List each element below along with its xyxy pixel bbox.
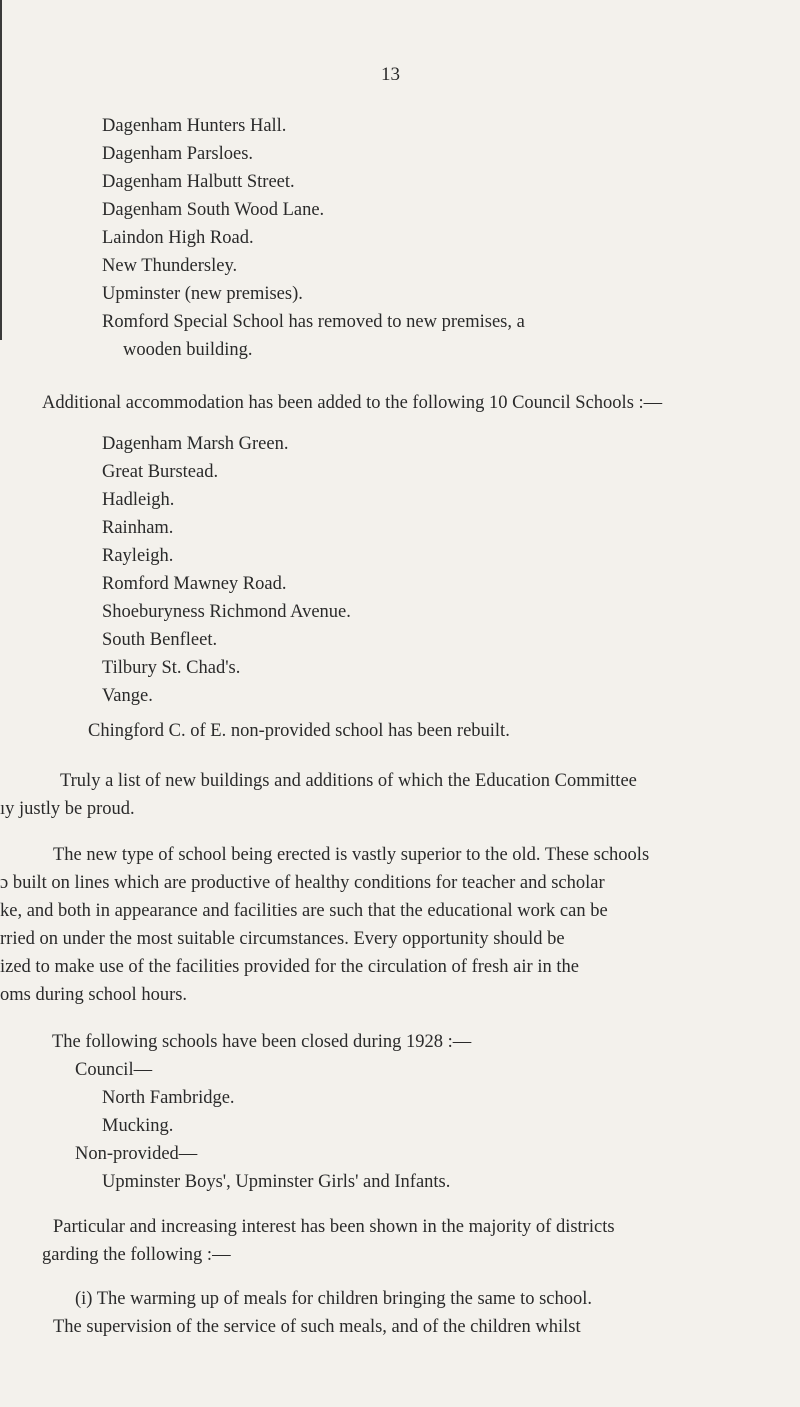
list-item: Great Burstead.: [102, 462, 219, 482]
chingford-note: Chingford C. of E. non-provided school has been rebuilt.: [88, 721, 510, 741]
list-item: Rainham.: [102, 518, 174, 538]
paragraph-line: garding the following :—: [42, 1245, 231, 1265]
list-item: Mucking.: [102, 1116, 174, 1136]
paragraph-line: ɔ built on lines which are productive of healthy conditions for teacher and scholar: [0, 873, 605, 893]
list-item: South Benfleet.: [102, 630, 218, 650]
list-item: Tilbury St. Chad's.: [102, 658, 241, 678]
list-item: Shoeburyness Richmond Avenue.: [102, 602, 351, 622]
list-item: New Thundersley.: [102, 256, 238, 276]
list-item: Romford Mawney Road.: [102, 574, 287, 594]
paragraph-line: oms during school hours.: [0, 985, 188, 1005]
list-item: Romford Special School has removed to new premises, a: [102, 312, 525, 332]
list-item: Hadleigh.: [102, 490, 175, 510]
list-item-continuation: wooden building.: [123, 340, 253, 360]
closed-intro: The following schools have been closed during 1928 :—: [52, 1032, 472, 1052]
closed-council-heading: Council—: [75, 1060, 153, 1080]
paragraph-line: The new type of school being erected is vastly superior to the old. These schools: [53, 845, 650, 865]
paragraph-line: (i) The warming up of meals for children bringing the same to school.: [75, 1289, 593, 1309]
paragraph-line: Particular and increasing interest has been shown in the majority of districts: [53, 1217, 615, 1237]
closed-nonprovided-heading: Non-provided—: [75, 1144, 198, 1164]
page-number: 13: [381, 64, 400, 85]
list-item: Upminster (new premises).: [102, 284, 303, 304]
list-item: Rayleigh.: [102, 546, 174, 566]
list-item: North Fambridge.: [102, 1088, 235, 1108]
list-item: Dagenham Parsloes.: [102, 144, 254, 164]
paragraph-line: rried on under the most suitable circumstances. Every opportunity should be: [0, 929, 565, 949]
paragraph-line: ıy justly be proud.: [0, 799, 135, 819]
list-item: Dagenham Halbutt Street.: [102, 172, 295, 192]
paragraph-line: ke, and both in appearance and facilities are such that the educational work can be: [0, 901, 608, 921]
list-item: Dagenham Marsh Green.: [102, 434, 289, 454]
paragraph-line: ized to make use of the facilities provided for the circulation of fresh air in the: [0, 957, 579, 977]
additional-intro: Additional accommodation has been added to the following 10 Council Schools :—: [42, 393, 663, 413]
list-item: Vange.: [102, 686, 153, 706]
list-item: Upminster Boys', Upminster Girls' and Infants.: [102, 1172, 451, 1192]
list-item: Dagenham Hunters Hall.: [102, 116, 287, 136]
paragraph-line: The supervision of the service of such meals, and of the children whilst: [53, 1317, 581, 1337]
list-item: Dagenham South Wood Lane.: [102, 200, 325, 220]
list-item: Laindon High Road.: [102, 228, 254, 248]
left-margin-rule: [0, 0, 2, 340]
paragraph-line: Truly a list of new buildings and additions of which the Education Committee: [60, 771, 637, 791]
